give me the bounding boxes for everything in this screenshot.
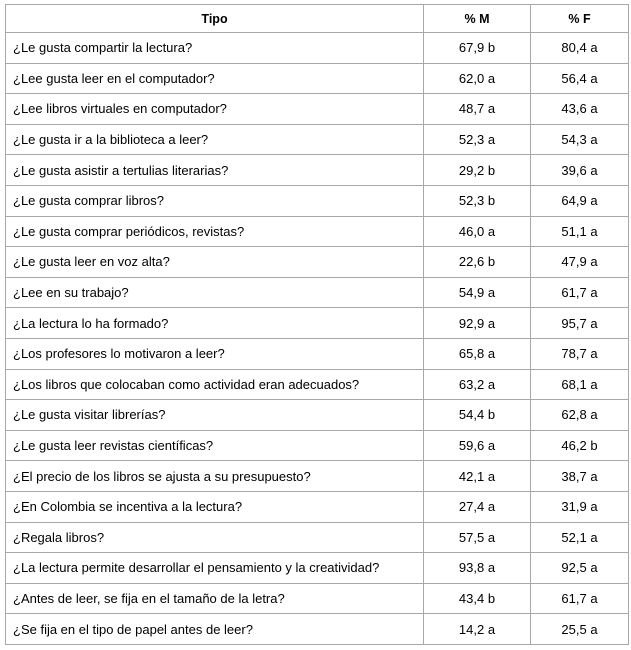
cell-percent-m: 59,6 a <box>424 430 531 461</box>
cell-tipo: ¿La lectura permite desarrollar el pensamiento y la creatividad? <box>6 553 424 584</box>
cell-tipo: ¿El precio de los libros se ajusta a su presupuesto? <box>6 461 424 492</box>
cell-percent-f: 61,7 a <box>531 583 629 614</box>
cell-tipo: ¿Le gusta comprar periódicos, revistas? <box>6 216 424 247</box>
cell-tipo: ¿Le gusta comprar libros? <box>6 185 424 216</box>
cell-percent-f: 47,9 a <box>531 247 629 278</box>
table-row <box>6 155 629 186</box>
cell-tipo: ¿Los profesores lo motivaron a leer? <box>6 338 424 369</box>
cell-percent-m: 54,4 b <box>424 400 531 431</box>
cell-tipo: ¿Regala libros? <box>6 522 424 553</box>
cell-percent-f: 46,2 b <box>531 430 629 461</box>
cell-percent-f: 80,4 a <box>531 33 629 64</box>
cell-tipo: ¿Le gusta leer revistas científicas? <box>6 430 424 461</box>
cell-tipo: ¿Le gusta asistir a tertulias literarias? <box>6 155 424 186</box>
table-row <box>6 583 629 614</box>
cell-percent-f: 38,7 a <box>531 461 629 492</box>
cell-percent-m: 14,2 a <box>424 614 531 645</box>
cell-percent-f: 68,1 a <box>531 369 629 400</box>
table-row <box>6 33 629 64</box>
cell-percent-f: 56,4 a <box>531 63 629 94</box>
cell-tipo: ¿Le gusta leer en voz alta? <box>6 247 424 278</box>
header-tipo: Tipo <box>6 5 424 33</box>
cell-tipo: ¿Los libros que colocaban como actividad eran adecuados? <box>6 369 424 400</box>
cell-tipo: ¿Se fija en el tipo de papel antes de leer? <box>6 614 424 645</box>
cell-tipo: ¿La lectura lo ha formado? <box>6 308 424 339</box>
cell-percent-f: 31,9 a <box>531 491 629 522</box>
table-row <box>6 614 629 645</box>
table-row <box>6 400 629 431</box>
cell-percent-f: 39,6 a <box>531 155 629 186</box>
cell-percent-m: 92,9 a <box>424 308 531 339</box>
table-row <box>6 63 629 94</box>
cell-percent-m: 29,2 b <box>424 155 531 186</box>
table-row <box>6 185 629 216</box>
cell-percent-m: 93,8 a <box>424 553 531 584</box>
cell-tipo: ¿Lee en su trabajo? <box>6 277 424 308</box>
table-row <box>6 247 629 278</box>
cell-percent-f: 54,3 a <box>531 124 629 155</box>
cell-percent-m: 62,0 a <box>424 63 531 94</box>
cell-percent-f: 95,7 a <box>531 308 629 339</box>
table-row <box>6 491 629 522</box>
cell-percent-f: 78,7 a <box>531 338 629 369</box>
cell-percent-m: 22,6 b <box>424 247 531 278</box>
table-row <box>6 522 629 553</box>
table-row <box>6 216 629 247</box>
cell-tipo: ¿Lee gusta leer en el computador? <box>6 63 424 94</box>
cell-percent-m: 43,4 b <box>424 583 531 614</box>
cell-percent-m: 52,3 a <box>424 124 531 155</box>
cell-percent-m: 27,4 a <box>424 491 531 522</box>
cell-percent-m: 63,2 a <box>424 369 531 400</box>
cell-percent-f: 62,8 a <box>531 400 629 431</box>
header-percent-f: % F <box>531 5 629 33</box>
table-row <box>6 277 629 308</box>
table-row <box>6 94 629 125</box>
table-row <box>6 430 629 461</box>
cell-percent-f: 25,5 a <box>531 614 629 645</box>
cell-tipo: ¿Le gusta visitar librerías? <box>6 400 424 431</box>
table-row <box>6 369 629 400</box>
cell-percent-f: 64,9 a <box>531 185 629 216</box>
table-row <box>6 124 629 155</box>
table-row <box>6 553 629 584</box>
cell-tipo: ¿Lee libros virtuales en computador? <box>6 94 424 125</box>
cell-percent-m: 65,8 a <box>424 338 531 369</box>
cell-percent-f: 92,5 a <box>531 553 629 584</box>
cell-percent-f: 61,7 a <box>531 277 629 308</box>
cell-percent-m: 48,7 a <box>424 94 531 125</box>
cell-percent-m: 52,3 b <box>424 185 531 216</box>
cell-percent-m: 42,1 a <box>424 461 531 492</box>
table-row <box>6 461 629 492</box>
cell-percent-m: 67,9 b <box>424 33 531 64</box>
header-percent-m: % M <box>424 5 531 33</box>
table-row <box>6 338 629 369</box>
cell-percent-f: 51,1 a <box>531 216 629 247</box>
table-row <box>6 308 629 339</box>
cell-tipo: ¿En Colombia se incentiva a la lectura? <box>6 491 424 522</box>
table-body <box>6 33 629 645</box>
reading-habits-table <box>5 4 629 645</box>
cell-percent-m: 57,5 a <box>424 522 531 553</box>
cell-percent-m: 46,0 a <box>424 216 531 247</box>
cell-tipo: ¿Le gusta ir a la biblioteca a leer? <box>6 124 424 155</box>
table-header <box>6 5 629 33</box>
cell-percent-f: 52,1 a <box>531 522 629 553</box>
header-row <box>6 5 629 33</box>
cell-tipo: ¿Le gusta compartir la lectura? <box>6 33 424 64</box>
cell-tipo: ¿Antes de leer, se fija en el tamaño de la letra? <box>6 583 424 614</box>
cell-percent-f: 43,6 a <box>531 94 629 125</box>
cell-percent-m: 54,9 a <box>424 277 531 308</box>
